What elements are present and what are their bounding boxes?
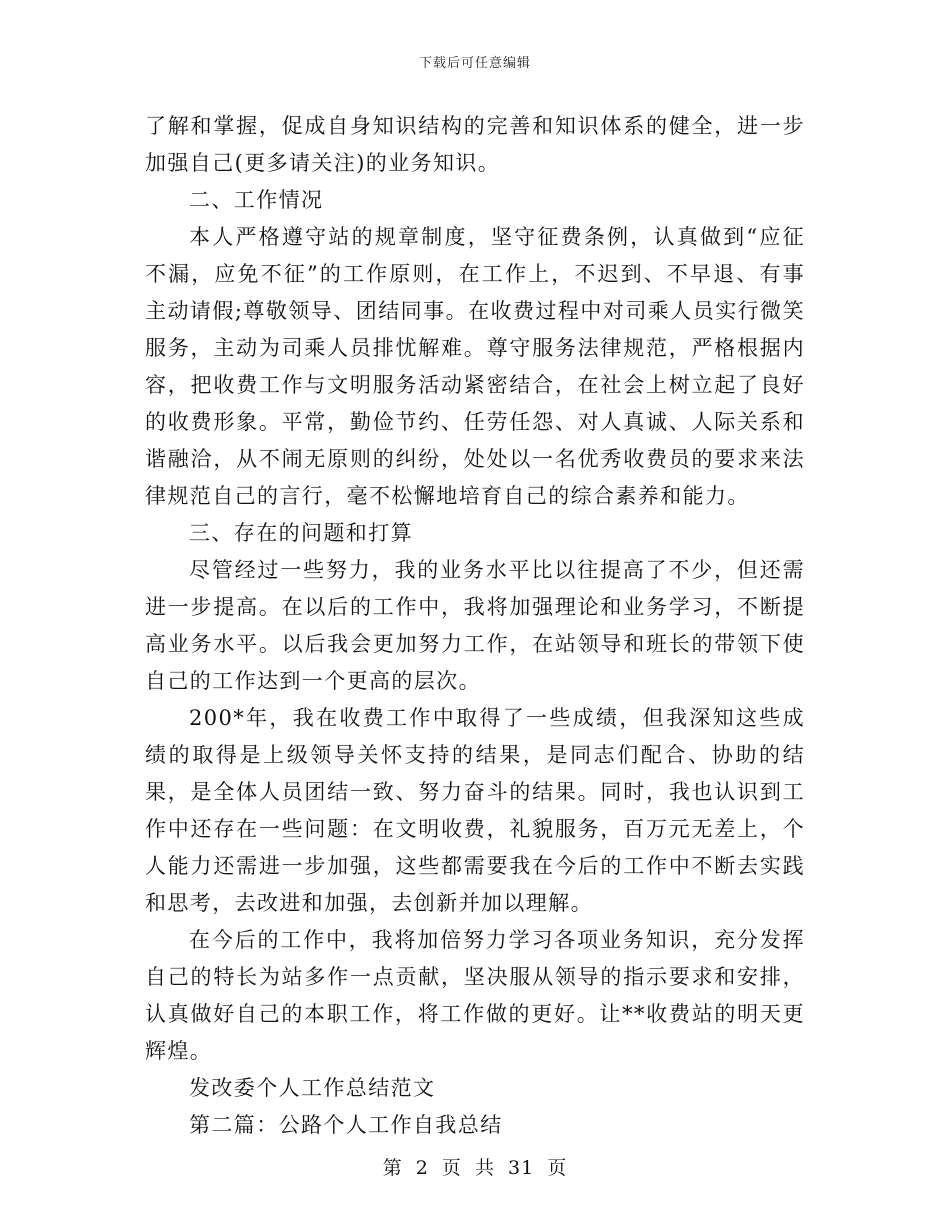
header-note: 下载后可任意编辑 xyxy=(418,56,531,71)
paragraph-title-sample: 发改委个人工作总结范文 xyxy=(189,1076,436,1100)
paragraph-second-article-title: 第二篇：公路个人工作自我总结 xyxy=(189,1113,503,1137)
document-body xyxy=(145,108,805,1144)
paragraph-future-work: 在今后的工作中，我将加倍努力学习各项业务知识，充分发挥自己的特长为站多作一点贡献，坚决服从领导的指示要求和安排，认真做好自己的本职工作，将工作做的更好。让**收费站的明天更辉煌。 xyxy=(145,928,805,1063)
paragraph-achievements: 200*年，我在收费工作中取得了一些成绩，但我深知这些成绩的取得是上级领导关怀支持的结果，是同志们配合、协助的结果，是全体人员团结一致、努力奋斗的结果。同时，我也认识到工作中还存在一些问题：在文明收费，礼貌服务，百万元无差上，个人能力还需进一步加强，这些都需要我在今后的工作中不断去实践和思考，去改进和加强，去创新并加以理解。 xyxy=(145,706,805,915)
section-heading-problems-plans: 三、存在的问题和打算 xyxy=(189,521,413,545)
paragraph-problems-plans: 尽管经过一些努力，我的业务水平比以往提高了不少，但还需进一步提高。在以后的工作中，我将加强理论和业务学习，不断提高业务水平。以后我会更加努力工作，在站领导和班长的带领下使自己的工作达到一个更高的层次。 xyxy=(145,558,805,693)
paragraph-work-status: 本人严格遵守站的规章制度，坚守征费条例，认真做到“应征不漏，应免不征”的工作原则，在工作上，不迟到、不早退、有事主动请假;尊敬领导、团结同事。在收费过程中对司乘人员实行微笑服务，主动为司乘人员排忧解难。尊守服务法律规范，严格根据内容，把收费工作与文明服务活动紧密结合，在社会上树立起了良好的收费形象。平常，勤俭节约、任劳任怨、对人真诚、人际关系和谐融洽，从不闹无原则的纠纷，处处以一名优秀收费员的要求来法律规范自己的言行，毫不松懈地培育自己的综合素养和能力。 xyxy=(145,225,805,508)
section-heading-work-status: 二、工作情况 xyxy=(189,188,324,212)
paragraph-continuation: 了解和掌握，促成自身知识结构的完善和知识体系的健全，进一步加强自己(更多请关注)的业务知识。 xyxy=(145,114,805,175)
page-number: 第 2 页 共 31 页 xyxy=(382,1157,568,1179)
